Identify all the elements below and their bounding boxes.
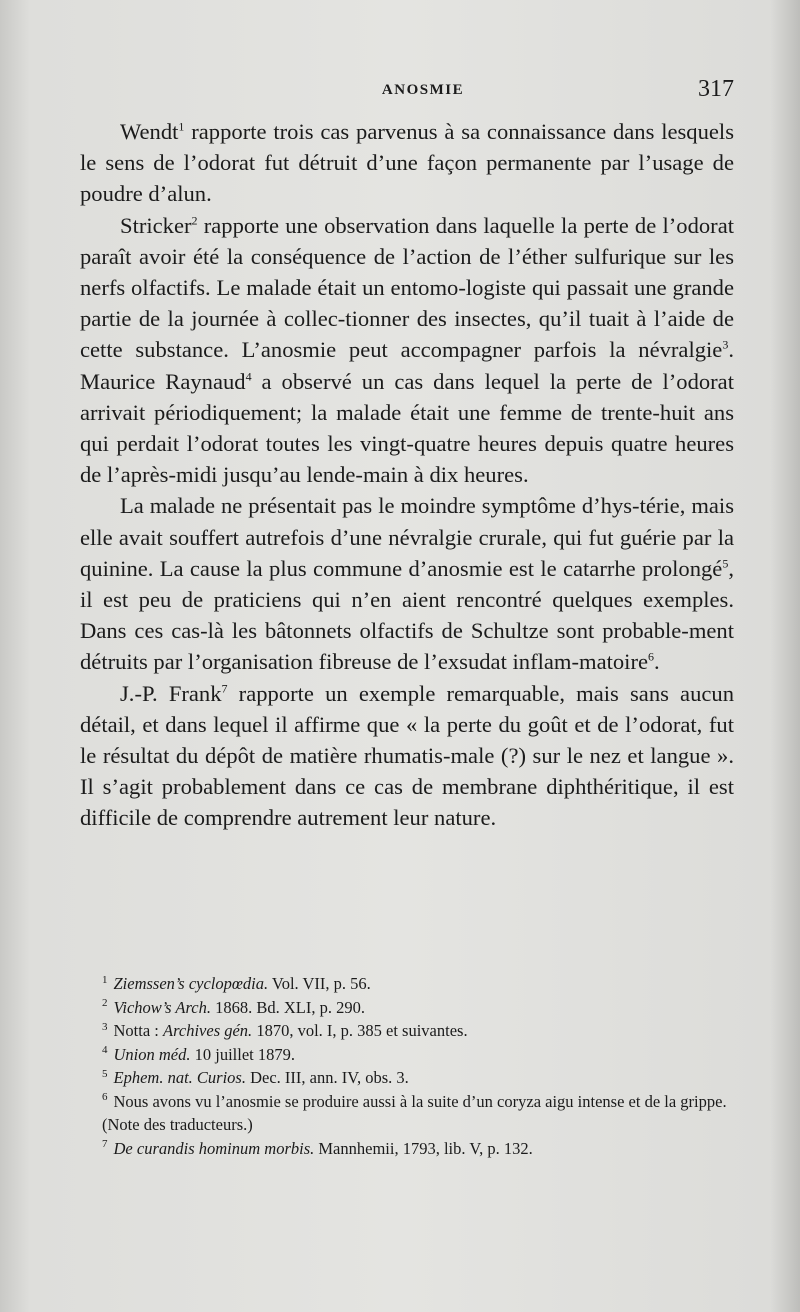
footnote-title: Ziemssen’s cyclopœdia. bbox=[113, 974, 269, 993]
footnote-text: Vol. VII, p. 56. bbox=[268, 974, 371, 993]
page-number: 317 bbox=[698, 76, 734, 102]
text-run: La malade ne présentait pas le moindre symptôme d’hys-térie, mais elle avait souffert autrefois d’une névralgie crurale, qui fut guérie par la quinine. La cause la plus commune d’anosmie est le catarrhe prolongé bbox=[80, 493, 734, 581]
text-run: rapporte une observation dans laquelle la perte de l’odorat paraît avoir été la conséquence de l’action de l’éther sulfurique sur les nerfs olfactifs. Le malade était un entomo-logiste qui passait une grande partie de la journée à collec-tionner des insectes, qu’il tuait à l’aide de cette substance. L’anosmie peut accompagner parfois la névralgie bbox=[80, 212, 734, 363]
footnote-ref-6: 6 bbox=[648, 649, 655, 664]
footnote-text: 10 juillet 1879. bbox=[190, 1044, 295, 1064]
footnote-1 bbox=[102, 972, 742, 996]
text-run: Stricker bbox=[120, 212, 192, 238]
paragraph-2 bbox=[80, 210, 734, 491]
footnote-number: 1 bbox=[102, 973, 108, 986]
footnote-title: De curandis hominum morbis. bbox=[113, 1138, 315, 1158]
footnote-ref-1: 1 bbox=[178, 119, 185, 134]
footnote-7 bbox=[102, 1137, 742, 1161]
footnote-number: 5 bbox=[102, 1067, 108, 1080]
footnote-2 bbox=[102, 996, 742, 1020]
paragraph-4 bbox=[80, 678, 734, 834]
footnote-title: Archives gén. bbox=[163, 1021, 253, 1040]
footnote-3 bbox=[102, 1019, 742, 1043]
footnote-4 bbox=[102, 1043, 742, 1067]
text-run: a observé un cas dans lequel la perte de l’odorat arrivait périodiquement; la malade était une femme de trente-huit ans qui perdait l’odorat toutes les vingt-quatre heures depuis quatre heures de l’après-midi jusqu’au lende-main à dix heures. bbox=[80, 368, 734, 488]
text-run: , il est peu de praticiens qui n’en aient rencontré quelques exemples. Dans ces cas-là les bâtonnets olfactifs de Schultze sont probable-ment détruits par l’organisation fibreuse de l’exsudat inflam-matoire bbox=[80, 555, 734, 675]
footnote-ref-3: 3 bbox=[722, 337, 729, 352]
footnote-number: 7 bbox=[102, 1138, 108, 1150]
footnote-text: Mannhemii, 1793, lib. V, p. 132. bbox=[314, 1138, 533, 1158]
body-text bbox=[80, 116, 734, 834]
footnote-number: 2 bbox=[102, 997, 108, 1009]
paragraph-3 bbox=[80, 490, 734, 677]
footnote-text: Dec. III, ann. IV, obs. 3. bbox=[245, 1068, 409, 1087]
footnote-number: 4 bbox=[102, 1044, 108, 1056]
text-run: rapporte trois cas parvenus à sa connaissance dans lesquels le sens de l’odorat fut détruit d’une façon permanente par l’usage de poudre d’alun. bbox=[80, 119, 734, 207]
text-run: rapporte un exemple remarquable, mais sans aucun détail, et dans lequel il affirme que « la perte du goût et de l’odorat, fut le résultat du dépôt de matière rhumatis-male (?) sur le nez et langue ». Il s’agit probablement dans ce cas de membrane diphthéritique, il est difficile de comprendre autrement leur nature. bbox=[80, 680, 734, 831]
footnote-title: Union méd. bbox=[113, 1044, 191, 1064]
paragraph-1 bbox=[80, 116, 734, 210]
footnote-number: 3 bbox=[102, 1020, 108, 1033]
page-header bbox=[108, 76, 738, 110]
text-run: . bbox=[654, 649, 660, 675]
footnote-title: Vichow’s Arch. bbox=[113, 997, 211, 1017]
footnote-text: Nous avons vu l’anosmie se produire aussi à la suite d’un coryza aigu intense et de la grippe. (Note des traducteurs.) bbox=[102, 1091, 727, 1134]
running-title: ANOSMIE bbox=[381, 82, 465, 98]
footnote-text: Notta : bbox=[113, 1021, 163, 1040]
text-run: . Maurice Raynaud bbox=[80, 337, 734, 394]
footnote-ref-5: 5 bbox=[722, 556, 729, 571]
text-run: J.-P. Frank bbox=[120, 680, 222, 706]
footnote-text: 1870, vol. I, p. 385 et suivantes. bbox=[252, 1021, 468, 1040]
footnote-6 bbox=[102, 1090, 742, 1137]
footnote-title: Ephem. nat. Curios. bbox=[113, 1068, 246, 1087]
footnote-5 bbox=[102, 1066, 742, 1090]
footnote-ref-7: 7 bbox=[221, 681, 228, 696]
footnote-ref-4: 4 bbox=[245, 369, 252, 384]
footnotes bbox=[102, 972, 742, 1160]
footnote-ref-2: 2 bbox=[191, 213, 198, 228]
footnote-number: 6 bbox=[102, 1091, 108, 1103]
footnote-text: 1868. Bd. XLI, p. 290. bbox=[210, 997, 365, 1017]
text-run: Wendt bbox=[120, 119, 179, 144]
